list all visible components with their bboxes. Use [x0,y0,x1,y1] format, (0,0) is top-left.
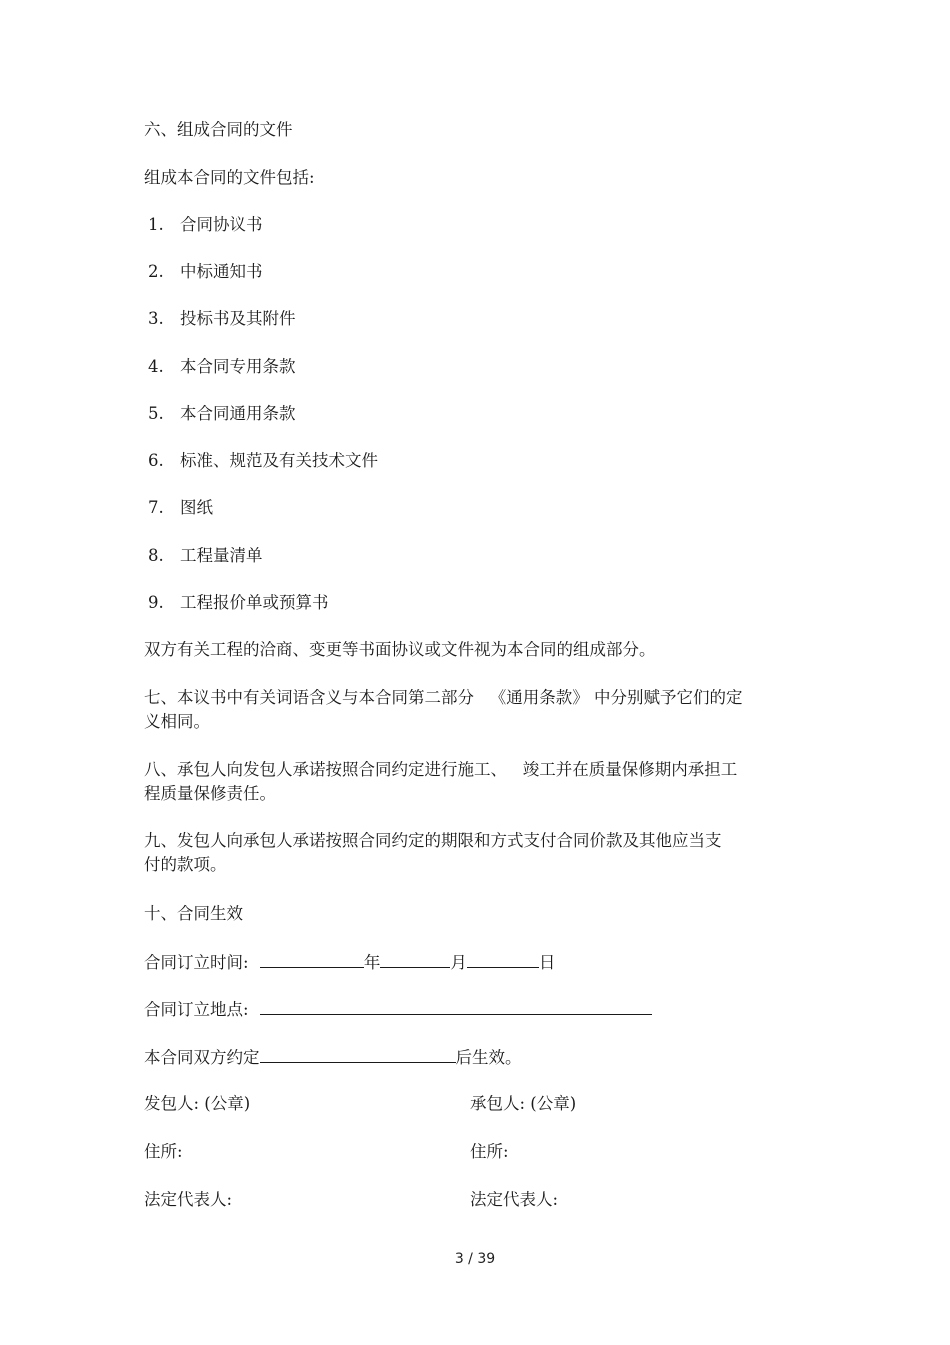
section-6-title: 六、组成合同的文件 [144,120,293,139]
list-item [144,307,296,330]
list-item [144,402,296,425]
section-9-line-1: 九、发包人向承包人承诺按照合同约定的期限和方式支付合同价款及其他应当支 [144,831,722,850]
day-blank [467,950,539,968]
contractor-representative-label: 法定代表人: [470,1190,559,1209]
employer-address-label: 住所: [144,1142,183,1161]
list-item-number: 4. [148,357,164,376]
section-8-line-1: 八、承包人向发包人承诺按照合同约定进行施工、 竣工并在质量保修期内承担工 [144,760,738,779]
section-7-line-1: 七、本议书中有关词语含义与本合同第二部分 《通用条款》 中分别赋予它们的定 [144,688,743,707]
year-label: 年 [363,953,381,972]
list-item-text: 中标通知书 [180,262,263,281]
list-item-text: 图纸 [180,498,213,517]
contract-place-row [144,997,652,1021]
list-item [144,260,263,283]
section-7-line-2: 义相同。 [144,712,210,731]
list-item [144,449,378,472]
year-blank [260,950,364,968]
section-9-line-2: 付的款项。 [144,855,227,874]
list-item [144,591,329,614]
list-item-text: 标准、规范及有关技术文件 [180,451,378,470]
list-item-number: 9. [148,593,164,612]
list-item-text: 合同协议书 [180,215,263,234]
list-item [144,355,296,378]
list-item-number: 2. [148,262,164,281]
list-item-text: 本合同专用条款 [180,357,296,376]
list-item [144,213,263,236]
contractor-address-label: 住所: [470,1142,509,1161]
list-item-number: 8. [148,546,164,565]
effective-row [144,1045,522,1069]
effective-prefix: 本合同双方约定 [144,1048,260,1067]
day-label: 日 [538,953,556,972]
place-blank [260,997,652,1015]
list-item [144,544,263,567]
contract-date-label: 合同订立时间: [144,953,249,972]
list-item-text: 本合同通用条款 [180,404,296,423]
list-item-text: 工程报价单或预算书 [180,593,329,612]
list-item-number: 5. [148,404,164,423]
list-item-number: 7. [148,498,164,517]
list-item-number: 1. [148,215,164,234]
page-number: 3 / 39 [454,1251,496,1267]
contract-place-label: 合同订立地点: [144,1000,249,1019]
employer-representative-label: 法定代表人: [144,1190,233,1209]
effective-suffix: 后生效。 [455,1048,522,1067]
contract-date-row [144,950,555,974]
month-label: 月 [450,953,467,972]
section-10-title: 十、合同生效 [144,904,243,923]
employer-label: 发包人: (公章) [144,1094,251,1113]
month-blank [380,950,450,968]
section-8-line-2: 程质量保修责任。 [144,784,276,803]
effective-blank [260,1045,456,1063]
contractor-label: 承包人: (公章) [470,1094,577,1113]
list-item [144,496,213,519]
list-item-text: 投标书及其附件 [180,309,296,328]
list-item-text: 工程量清单 [180,546,263,565]
list-item-number: 3. [148,309,164,328]
list-item-number: 6. [148,451,164,470]
section-6-closing: 双方有关工程的洽商、变更等书面协议或文件视为本合同的组成部分。 [144,640,656,659]
section-6-intro: 组成本合同的文件包括: [144,168,315,187]
